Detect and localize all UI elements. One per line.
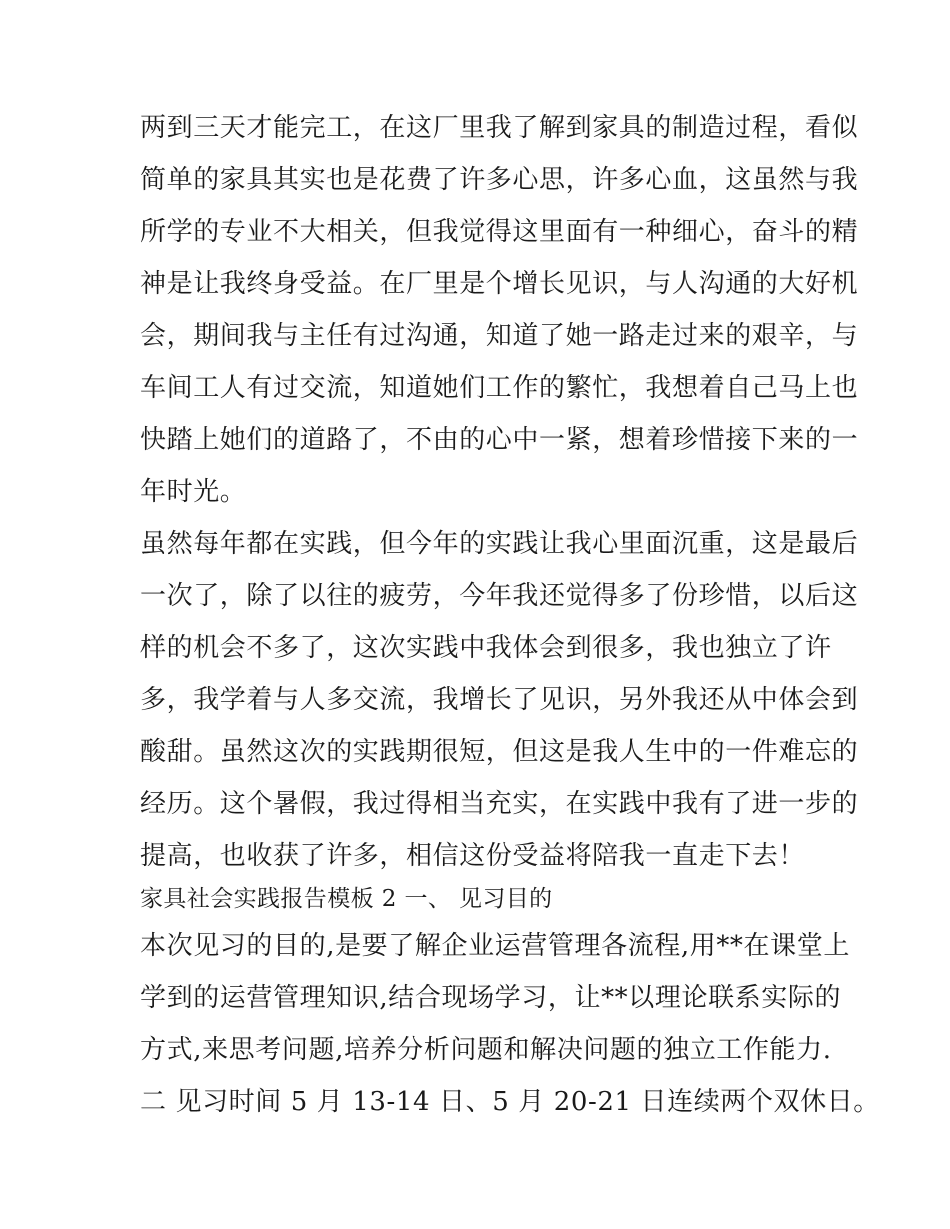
paragraph-line: 多，我学着与人多交流，我增长了见识，另外我还从中体会到 — [140, 685, 859, 715]
paragraph-line: 快踏上她们的道路了，不由的心中一紧，想着珍惜接下来的一 — [140, 425, 859, 455]
paragraph-line: 所学的专业不大相关，但我觉得这里面有一种细心，奋斗的精 — [140, 217, 859, 247]
paragraph-line: 虽然每年都在实践，但今年的实践让我心里面沉重，这是最后 — [140, 529, 859, 559]
paragraph-line: 学到的运营管理知识,结合现场学习，让**以理论联系实际的 — [140, 983, 842, 1013]
paragraph-line: 会，期间我与主任有过沟通，知道了她一路走过来的艰辛，与 — [140, 321, 859, 351]
paragraph-line: 方式,来思考问题,培养分析问题和解决问题的独立工作能力. — [140, 1035, 832, 1065]
paragraph-line: 一次了，除了以往的疲劳，今年我还觉得多了份珍惜，以后这 — [140, 581, 859, 611]
paragraph-line: 年时光。 — [140, 477, 247, 507]
paragraph-line: 简单的家具其实也是花费了许多心思，许多心血，这虽然与我 — [140, 165, 859, 195]
paragraph-line: 车间工人有过交流，知道她们工作的繁忙，我想着自己马上也 — [140, 373, 859, 403]
paragraph-line: 样的机会不多了，这次实践中我体会到很多，我也独立了许 — [140, 633, 832, 663]
paragraph-line: 神是让我终身受益。在厂里是个增长见识，与人沟通的大好机 — [140, 269, 859, 299]
paragraph-line: 本次见习的目的,是要了解企业运营管理各流程,用**在课堂上 — [140, 931, 850, 961]
paragraph-line: 酸甜。虽然这次的实践期很短，但这是我人生中的一件难忘的 — [140, 737, 859, 767]
paragraph-line: 提高，也收获了许多，相信这份受益将陪我一直走下去！ — [140, 841, 806, 871]
paragraph-line: 经历。这个暑假，我过得相当充实，在实践中我有了进一步的 — [140, 789, 859, 819]
section-heading: 家具社会实践报告模板 2 一、 见习目的 — [140, 886, 553, 912]
paragraph-line: 两到三天才能完工，在这厂里我了解到家具的制造过程，看似 — [140, 113, 859, 143]
paragraph-line: 二 见习时间 5 月 13-14 日、5 月 20-21 日连续两个双休日。 — [140, 1087, 880, 1117]
